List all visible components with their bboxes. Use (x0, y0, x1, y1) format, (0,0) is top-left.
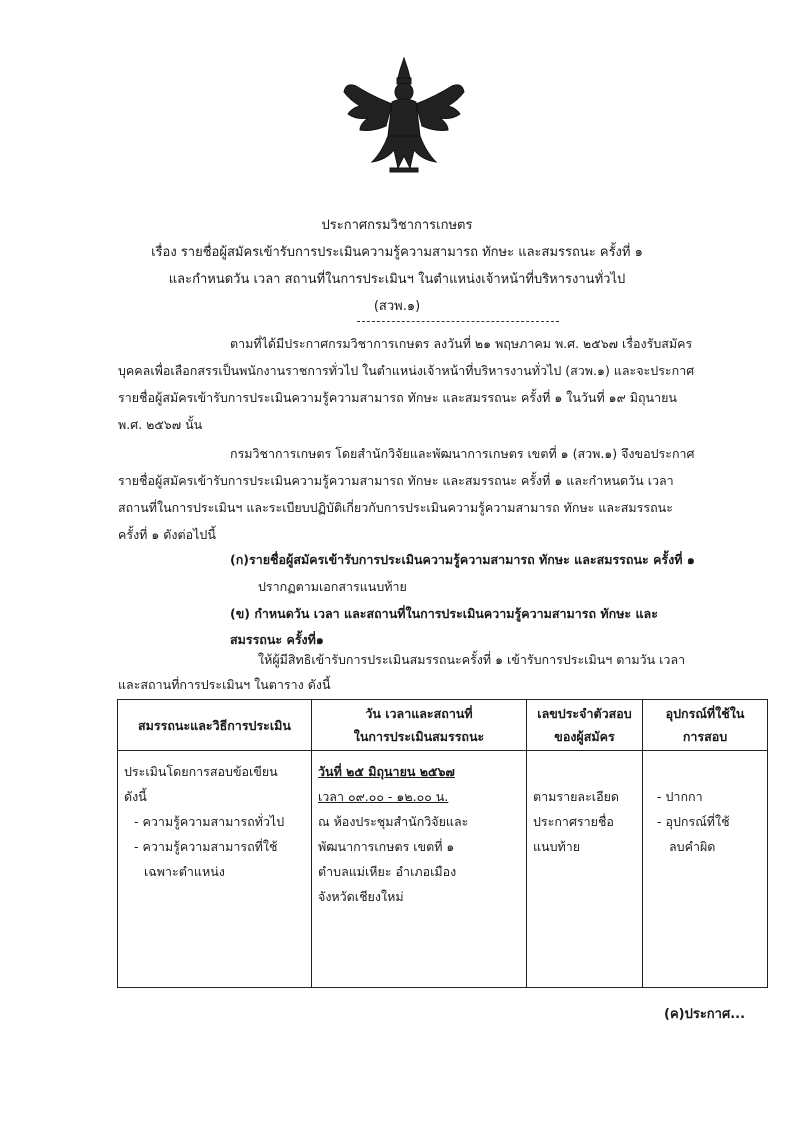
item-a-title: (ก)รายชื่อผู้สมัครเข้ารับการประเมินความรู้ความสามารถ ทักษะ และสมรรถนะ ครั้งที่ ๑ (230, 552, 695, 567)
para3-line1: ให้ผู้มีสิทธิเข้ารับการประเมินสมรรถนะครั้งที่ ๑ เข้ารับการประเมินฯ ตามวัน เวลา (258, 652, 686, 667)
cell-competency (118, 751, 312, 988)
competency-bullet2: - ความรู้ความสามารถที่ใช้ (134, 839, 278, 854)
exam-place-line4: จังหวัดเชียงใหม่ (318, 889, 404, 904)
equipment-line3: ลบคำผิด (669, 839, 716, 854)
para1-line4: พ.ศ. ๒๕๖๗ นั้น (118, 417, 203, 432)
equipment-line2: - อุปกรณ์ที่ใช้ (657, 814, 730, 829)
continuation-note: (ค)ประกาศ... (664, 1007, 746, 1022)
cell-exam-id (527, 751, 643, 988)
para1-line1: ตามที่ได้มีประกาศกรมวิชาการเกษตร ลงวันที่ ๒๑ พฤษภาคม พ.ศ. ๒๕๖๗ เรื่องรับสมัคร (230, 336, 693, 351)
exam-date: วันที่ ๒๕ มิถุนายน ๒๕๖๗ (318, 764, 455, 779)
item-b-title-line2: สมรรถนะ ครั้งที่๑ (230, 632, 324, 647)
subject-line-1: เรื่อง รายชื่อผู้สมัครเข้ารับการประเมินความรู้ความสามารถ ทักษะ และสมรรถนะ ครั้งที่ ๑ (151, 245, 643, 260)
competency-line2: ดังนี้ (124, 789, 147, 804)
garuda-emblem-icon (342, 56, 466, 174)
table-header-row (118, 700, 768, 751)
competency-line1: ประเมินโดยการสอบข้อเขียน (124, 764, 278, 779)
para1-line3: รายชื่อผู้สมัครเข้ารับการประเมินความรู้ความสามารถ ทักษะ และสมรรถนะ ครั้งที่ ๑ ในวันที่ ๑๙ มิถุนายน (118, 390, 677, 405)
schedule-table (117, 699, 768, 988)
para2-line4: ครั้งที่ ๑ ดังต่อไปนี้ (118, 527, 216, 542)
unit-code: (สวพ.๑) (373, 299, 421, 314)
header-equipment-text: อุปกรณ์ที่ใช้ใน การสอบ (665, 706, 745, 744)
subject-line-2: และกำหนดวัน เวลา สถานที่ในการประเมินฯ ในตำแหน่งเจ้าหน้าที่บริหารงานทั่วไป (168, 272, 626, 287)
header-competency (118, 700, 312, 751)
header-equipment (643, 700, 768, 751)
header-divider (357, 321, 559, 322)
header-exam-id (527, 700, 643, 751)
exam-place-line2: พัฒนาการเกษตร เขตที่ ๑ (318, 839, 455, 854)
competency-bullet1: - ความรู้ความสามารถทั่วไป (134, 814, 285, 829)
para1-line2: บุคคลเพื่อเลือกสรรเป็นพนักงานราชการทั่วไป ในตำแหน่งเจ้าหน้าที่บริหารงานทั่วไป (สวพ.๑) และจะประกาศ (118, 363, 695, 378)
para2-line2: รายชื่อผู้สมัครเข้ารับการประเมินความรู้ความสามารถ ทักษะ และสมรรถนะ ครั้งที่ ๑ และกำหนดวัน เวลา (118, 473, 674, 488)
exam-id-line2: ประกาศรายชื่อ (533, 814, 614, 829)
table-row (118, 751, 768, 988)
competency-bullet2-cont: เฉพาะตำแหน่ง (144, 864, 225, 879)
cell-datetime (312, 751, 527, 988)
equipment-line1: - ปากกา (657, 789, 703, 804)
issuer-title: ประกาศกรมวิชาการเกษตร (321, 218, 473, 233)
header-datetime (312, 700, 527, 751)
header-exam-id-text: เลขประจำตัวสอบ ของผู้สมัคร (537, 706, 632, 744)
header-datetime-text: วัน เวลาและสถานที่ ในการประเมินสมรรถนะ (353, 706, 485, 744)
exam-place-line3: ตำบลแม่เหียะ อำเภอเมือง (318, 864, 457, 879)
header-competency-text: สมรรถนะและวิธีการประเมิน (138, 717, 291, 733)
exam-id-line3: แนบท้าย (533, 839, 581, 854)
item-a-text: ปรากฏตามเอกสารแนบท้าย (258, 579, 407, 594)
item-b-title-line1: (ข) กำหนดวัน เวลา และสถานที่ในการประเมินความรู้ความสามารถ ทักษะ และ (230, 606, 658, 621)
para2-line3: สถานที่ในการประเมินฯ และระเบียบปฏิบัติเกี่ยวกับการประเมินความรู้ความสามารถ ทักษะ และสมรรถนะ (118, 500, 673, 515)
para3-line2: และสถานที่การประเมินฯ ในตาราง ดังนี้ (118, 677, 331, 692)
exam-place-line1: ณ ห้องประชุมสำนักวิจัยและ (318, 814, 469, 829)
para2-line1: กรมวิชาการเกษตร โดยสำนักวิจัยและพัฒนาการเกษตร เขตที่ ๑ (สวพ.๑) จึงขอประกาศ (230, 446, 695, 461)
exam-time: เวลา ๐๙.๐๐ - ๑๒.๐๐ น. (318, 789, 449, 804)
cell-equipment (643, 751, 768, 988)
exam-id-line1: ตามรายละเอียด (533, 789, 620, 804)
